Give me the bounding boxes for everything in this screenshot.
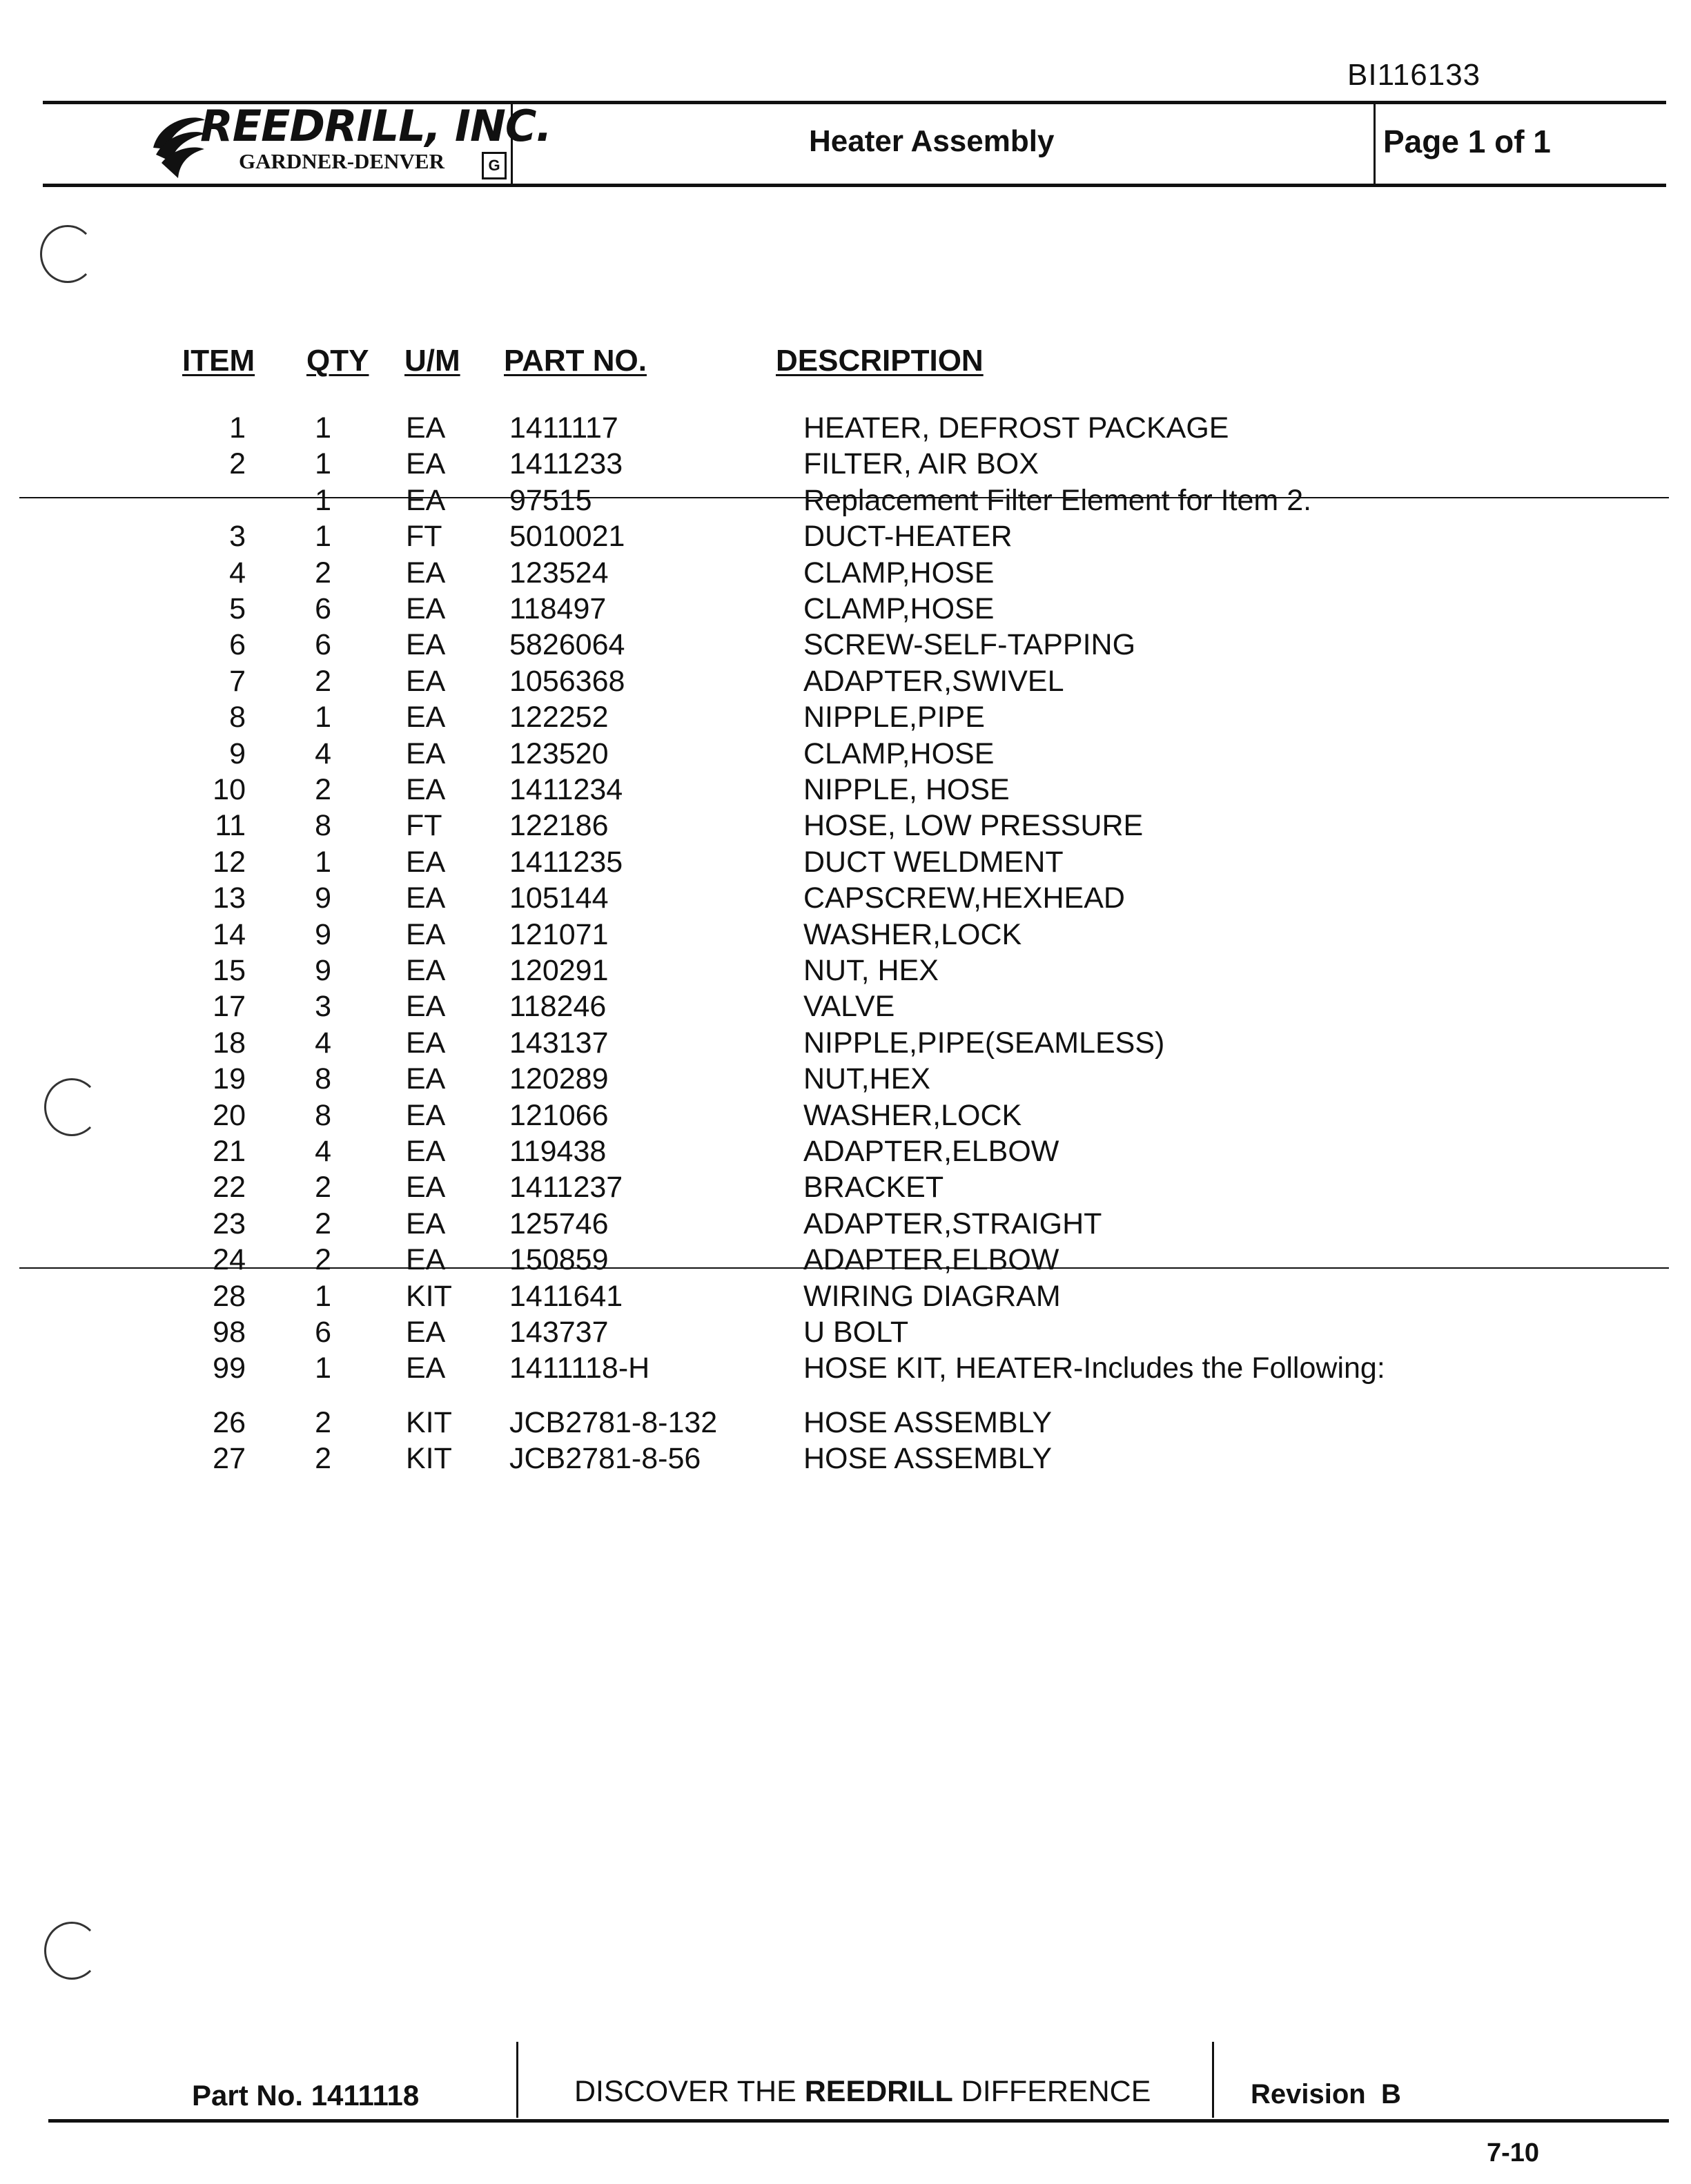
um-cell: EA: [406, 556, 446, 589]
qty-cell: 4: [315, 737, 331, 770]
qty-cell: 2: [315, 1406, 331, 1439]
part-number-cell: 125746: [509, 1207, 609, 1240]
table-row: [0, 1026, 1691, 1062]
part-number-cell: 118497: [509, 592, 607, 625]
column-header-part-no: PART NO.: [504, 344, 647, 378]
item-cell: 14: [213, 918, 246, 951]
footer-revision: Revision B: [1251, 2079, 1401, 2109]
qty-cell: 1: [315, 411, 331, 445]
part-number-cell: 122252: [509, 701, 609, 734]
description-cell: ADAPTER,ELBOW: [803, 1135, 1059, 1168]
part-number-cell: 1411234: [509, 773, 623, 806]
logo-subtitle: GARDNER-DENVER: [239, 149, 444, 173]
table-row: [0, 592, 1691, 628]
item-cell: 10: [213, 773, 246, 806]
item-cell: 22: [213, 1171, 246, 1204]
qty-cell: 2: [315, 1207, 331, 1240]
description-cell: CLAMP,HOSE: [803, 737, 995, 770]
part-number-cell: 1411237: [509, 1171, 623, 1204]
description-cell: SCREW-SELF-TAPPING: [803, 628, 1136, 661]
um-cell: EA: [406, 1243, 446, 1276]
table-row: [0, 1135, 1691, 1171]
table-row: [0, 809, 1691, 845]
item-cell: 6: [229, 628, 246, 661]
qty-cell: 4: [315, 1026, 331, 1060]
um-cell: EA: [406, 447, 446, 480]
header-divider-right: [1374, 101, 1376, 186]
description-cell: HEATER, DEFROST PACKAGE: [803, 411, 1229, 445]
item-cell: 27: [213, 1442, 246, 1475]
description-cell: FILTER, AIR BOX: [803, 447, 1039, 480]
qty-cell: 2: [315, 1442, 331, 1475]
part-number-cell: JCB2781-8-56: [509, 1442, 701, 1475]
item-cell: 5: [229, 592, 246, 625]
table-row: [0, 1280, 1691, 1316]
slogan-suffix: DIFFERENCE: [952, 2075, 1151, 2108]
description-cell: U BOLT: [803, 1316, 909, 1349]
qty-cell: 6: [315, 628, 331, 661]
item-cell: 1: [229, 411, 246, 445]
part-number-cell: 143137: [509, 1026, 609, 1060]
qty-cell: 3: [315, 990, 331, 1023]
company-logo: [146, 101, 551, 189]
item-cell: 20: [213, 1099, 246, 1132]
table-row: [0, 628, 1691, 664]
footer-rule: [48, 2119, 1669, 2123]
part-number-cell: 121066: [509, 1099, 609, 1132]
um-cell: EA: [406, 1171, 446, 1204]
column-header-qty: QTY: [306, 344, 369, 378]
slogan-brand: REEDRILL: [804, 2075, 953, 2108]
part-number-cell: 121071: [509, 918, 609, 951]
qty-cell: 1: [315, 484, 331, 517]
description-cell: NIPPLE,PIPE: [803, 701, 985, 734]
gardner-denver-mark-icon: G: [482, 152, 507, 179]
qty-cell: 8: [315, 1062, 331, 1095]
table-row: [0, 556, 1691, 592]
item-cell: 4: [229, 556, 246, 589]
item-cell: 18: [213, 1026, 246, 1060]
part-number-cell: 1411233: [509, 447, 623, 480]
description-cell: ADAPTER,SWIVEL: [803, 665, 1064, 698]
um-cell: KIT: [406, 1442, 452, 1475]
part-number-cell: 123520: [509, 737, 609, 770]
table-row: [0, 701, 1691, 737]
description-cell: DUCT-HEATER: [803, 520, 1013, 553]
column-header-um: U/M: [404, 344, 460, 378]
part-number-cell: 143737: [509, 1316, 609, 1349]
table-row: [0, 1207, 1691, 1243]
description-cell: CLAMP,HOSE: [803, 556, 995, 589]
table-row: [0, 1442, 1691, 1478]
table-row: [0, 411, 1691, 447]
logo-wordmark: REEDRILL, INC.: [200, 101, 551, 151]
table-row: [0, 737, 1691, 773]
page-indicator: Page 1 of 1: [1383, 124, 1551, 159]
table-row: [0, 1171, 1691, 1207]
table-row: [0, 665, 1691, 701]
qty-cell: 2: [315, 665, 331, 698]
footer-part-number: Part No. 1411118: [192, 2079, 420, 2112]
um-cell: EA: [406, 1352, 446, 1385]
item-cell: 13: [213, 881, 246, 915]
column-header-item: ITEM: [182, 344, 255, 378]
description-cell: NIPPLE,PIPE(SEAMLESS): [803, 1026, 1165, 1060]
qty-cell: 1: [315, 447, 331, 480]
um-cell: EA: [406, 1099, 446, 1132]
part-number-cell: 5010021: [509, 520, 625, 553]
table-row: [0, 484, 1691, 520]
part-number-cell: 97515: [509, 484, 592, 517]
description-cell: HOSE, LOW PRESSURE: [803, 809, 1144, 842]
item-cell: 98: [213, 1316, 246, 1349]
part-number-cell: 1411118-H: [509, 1352, 650, 1385]
part-number-cell: 1411641: [509, 1280, 623, 1313]
description-cell: HOSE ASSEMBLY: [803, 1406, 1053, 1439]
um-cell: EA: [406, 1316, 446, 1349]
item-cell: 24: [213, 1243, 246, 1276]
um-cell: EA: [406, 954, 446, 987]
table-row: [0, 846, 1691, 881]
table-row: [0, 1243, 1691, 1279]
table-row: [0, 1316, 1691, 1352]
um-cell: EA: [406, 737, 446, 770]
um-cell: FT: [406, 520, 442, 553]
um-cell: EA: [406, 665, 446, 698]
qty-cell: 8: [315, 1099, 331, 1132]
um-cell: EA: [406, 773, 446, 806]
part-number-cell: 120291: [509, 954, 609, 987]
qty-cell: 1: [315, 701, 331, 734]
qty-cell: 6: [315, 592, 331, 625]
um-cell: EA: [406, 1026, 446, 1060]
part-number-cell: 118246: [509, 990, 607, 1023]
description-cell: VALVE: [803, 990, 895, 1023]
item-cell: 8: [229, 701, 246, 734]
footer-slogan: [574, 2075, 1151, 2109]
qty-cell: 1: [315, 1352, 331, 1385]
qty-cell: 9: [315, 881, 331, 915]
um-cell: KIT: [406, 1280, 452, 1313]
footer-divider-left: [516, 2042, 518, 2118]
page-number: 7-10: [1487, 2138, 1540, 2167]
table-row: [0, 1406, 1691, 1442]
part-number-cell: 150859: [509, 1243, 609, 1276]
item-cell: 2: [229, 447, 246, 480]
qty-cell: 1: [315, 846, 331, 879]
part-number-cell: 123524: [509, 556, 609, 589]
description-cell: CAPSCREW,HEXHEAD: [803, 881, 1125, 915]
item-cell: 99: [213, 1352, 246, 1385]
table-row: [0, 1062, 1691, 1098]
item-cell: 3: [229, 520, 246, 553]
um-cell: FT: [406, 809, 442, 842]
table-row: [0, 918, 1691, 954]
table-row: [0, 447, 1691, 483]
um-cell: KIT: [406, 1406, 452, 1439]
item-cell: 28: [213, 1280, 246, 1313]
item-cell: 17: [213, 990, 246, 1023]
punch-hole-top: [40, 225, 95, 283]
description-cell: WIRING DIAGRAM: [803, 1280, 1061, 1313]
um-cell: EA: [406, 411, 446, 445]
table-row: [0, 773, 1691, 809]
um-cell: EA: [406, 1062, 446, 1095]
um-cell: EA: [406, 846, 446, 879]
description-cell: ADAPTER,ELBOW: [803, 1243, 1059, 1276]
part-number-cell: 120289: [509, 1062, 609, 1095]
description-cell: DUCT WELDMENT: [803, 846, 1064, 879]
part-number-cell: JCB2781-8-132: [509, 1406, 718, 1439]
item-cell: 23: [213, 1207, 246, 1240]
um-cell: EA: [406, 628, 446, 661]
part-number-cell: 122186: [509, 809, 609, 842]
part-number-cell: 105144: [509, 881, 609, 915]
qty-cell: 9: [315, 954, 331, 987]
item-cell: 11: [215, 809, 246, 842]
description-cell: ADAPTER,STRAIGHT: [803, 1207, 1102, 1240]
table-row: [0, 954, 1691, 990]
description-cell: WASHER,LOCK: [803, 918, 1022, 951]
reedrill-swirl-icon: [146, 106, 208, 182]
item-cell: 15: [213, 954, 246, 987]
description-cell: Replacement Filter Element for Item 2.: [803, 484, 1312, 517]
um-cell: EA: [406, 990, 446, 1023]
page-title: Heater Assembly: [809, 124, 1055, 158]
part-number-cell: 119438: [509, 1135, 607, 1168]
um-cell: EA: [406, 701, 446, 734]
item-cell: 7: [229, 665, 246, 698]
table-row: [0, 881, 1691, 917]
slogan-prefix: DISCOVER THE: [574, 2075, 805, 2108]
item-cell: 19: [213, 1062, 246, 1095]
punch-hole-bottom: [44, 1922, 99, 1980]
description-cell: NIPPLE, HOSE: [803, 773, 1010, 806]
qty-cell: 2: [315, 1243, 331, 1276]
qty-cell: 1: [315, 1280, 331, 1313]
qty-cell: 6: [315, 1316, 331, 1349]
item-cell: 21: [213, 1135, 246, 1168]
column-header-description: DESCRIPTION: [776, 344, 984, 378]
um-cell: EA: [406, 1207, 446, 1240]
description-cell: NUT,HEX: [803, 1062, 930, 1095]
qty-cell: 2: [315, 556, 331, 589]
footer-divider-right: [1212, 2042, 1214, 2118]
qty-cell: 2: [315, 773, 331, 806]
um-cell: EA: [406, 484, 446, 517]
qty-cell: 1: [315, 520, 331, 553]
description-cell: NUT, HEX: [803, 954, 939, 987]
table-row: [0, 1352, 1691, 1387]
qty-cell: 2: [315, 1171, 331, 1204]
description-cell: BRACKET: [803, 1171, 944, 1204]
part-number-cell: 5826064: [509, 628, 625, 661]
document-id: BI116133: [1347, 58, 1481, 92]
um-cell: EA: [406, 918, 446, 951]
table-row: [0, 520, 1691, 556]
um-cell: EA: [406, 881, 446, 915]
part-number-cell: 1411235: [509, 846, 623, 879]
qty-cell: 9: [315, 918, 331, 951]
description-cell: HOSE ASSEMBLY: [803, 1442, 1053, 1475]
item-cell: 26: [213, 1406, 246, 1439]
item-cell: 12: [213, 846, 246, 879]
table-row: [0, 990, 1691, 1026]
table-row: [0, 1099, 1691, 1135]
item-cell: 9: [229, 737, 246, 770]
um-cell: EA: [406, 1135, 446, 1168]
part-number-cell: 1056368: [509, 665, 625, 698]
um-cell: EA: [406, 592, 446, 625]
part-number-cell: 1411117: [509, 411, 618, 445]
qty-cell: 4: [315, 1135, 331, 1168]
description-cell: HOSE KIT, HEATER-Includes the Following:: [803, 1352, 1385, 1385]
description-cell: CLAMP,HOSE: [803, 592, 995, 625]
qty-cell: 8: [315, 809, 331, 842]
description-cell: WASHER,LOCK: [803, 1099, 1022, 1132]
